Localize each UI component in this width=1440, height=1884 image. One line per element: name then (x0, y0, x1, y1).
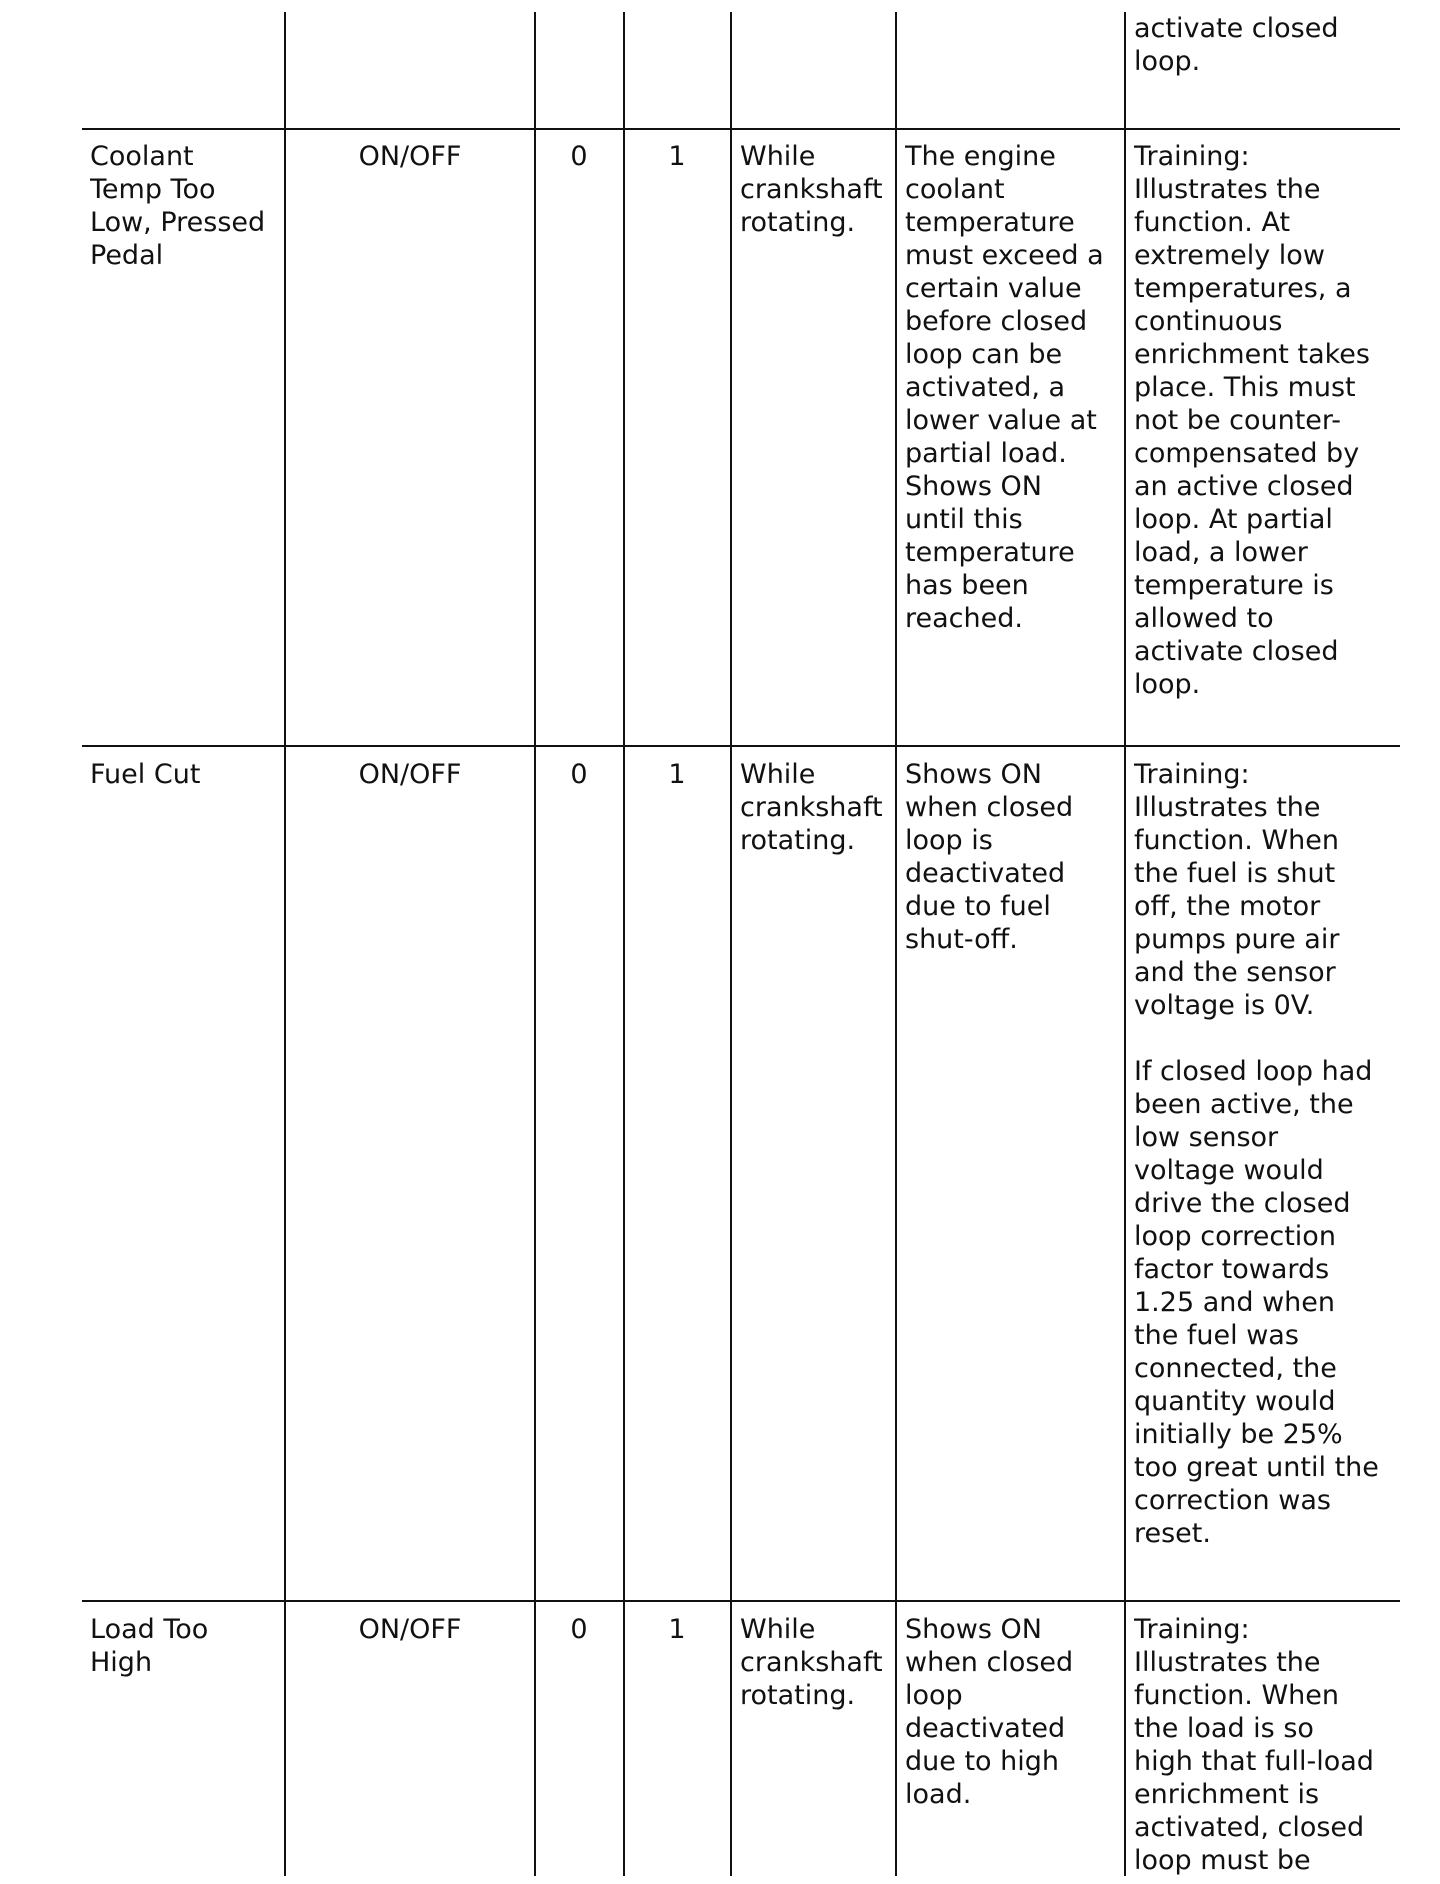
table-cell-name: Coolant Temp Too Low, Pressed Pedal (90, 141, 266, 271)
table-cell-description: Shows ON when closed loop deactivated due to high load. (905, 1614, 1074, 1810)
table-cell-comment: Training: Illustrates the function. When the load is so high that full-load enrichment is activated, closed loop must be (1134, 1614, 1374, 1876)
table-cell-name: Load Too High (90, 1614, 209, 1678)
table-cell-type: ON/OFF (358, 759, 462, 790)
row-rule (82, 128, 1400, 130)
row-rule (82, 1600, 1400, 1602)
table-cell-condition: While crankshaft rotating. (740, 1614, 883, 1711)
table-cell-description: Shows ON when closed loop is deactivated due to fuel shut-off. (905, 759, 1074, 955)
table-cell-comment: Training: Illustrates the function. When the fuel is shut off, the motor pumps pure air and the sensor voltage is 0V. If closed loop had been active, the low sensor voltage would drive the closed loop correction factor towards 1.25 and when the fuel was connected, the quantity would initially be 25% too great until the correction was reset. (1134, 759, 1379, 1549)
column-rule (730, 12, 732, 1876)
table-cell-min: 0 (570, 1614, 588, 1645)
column-rule (895, 12, 897, 1876)
table-cell-min: 0 (570, 759, 588, 790)
column-rule (623, 12, 625, 1876)
column-rule (534, 12, 536, 1876)
table-cell-max: 1 (668, 759, 686, 790)
table-cell-min: 0 (570, 141, 588, 172)
column-rule (1124, 12, 1126, 1876)
table-cell-max: 1 (668, 141, 686, 172)
table-cell-comment: activate closed loop. (1134, 13, 1339, 77)
column-rule (284, 12, 286, 1876)
table-cell-comment: Training: Illustrates the function. At extremely low temperatures, a continuous enrichment takes place. This must not be counter- compensated by an active closed loop. At partial load, a lower temperature is allowed to activate closed loop. (1134, 141, 1370, 700)
table-cell-name: Fuel Cut (90, 759, 201, 790)
table-cell-description: The engine coolant temperature must exceed a certain value before closed loop can be activated, a lower value at partial load. Shows ON until this temperature has been reached. (905, 141, 1104, 634)
table-cell-condition: While crankshaft rotating. (740, 141, 883, 238)
table-cell-max: 1 (668, 1614, 686, 1645)
table-cell-condition: While crankshaft rotating. (740, 759, 883, 856)
table-cell-type: ON/OFF (358, 1614, 462, 1645)
table-cell-type: ON/OFF (358, 141, 462, 172)
row-rule (82, 745, 1400, 747)
